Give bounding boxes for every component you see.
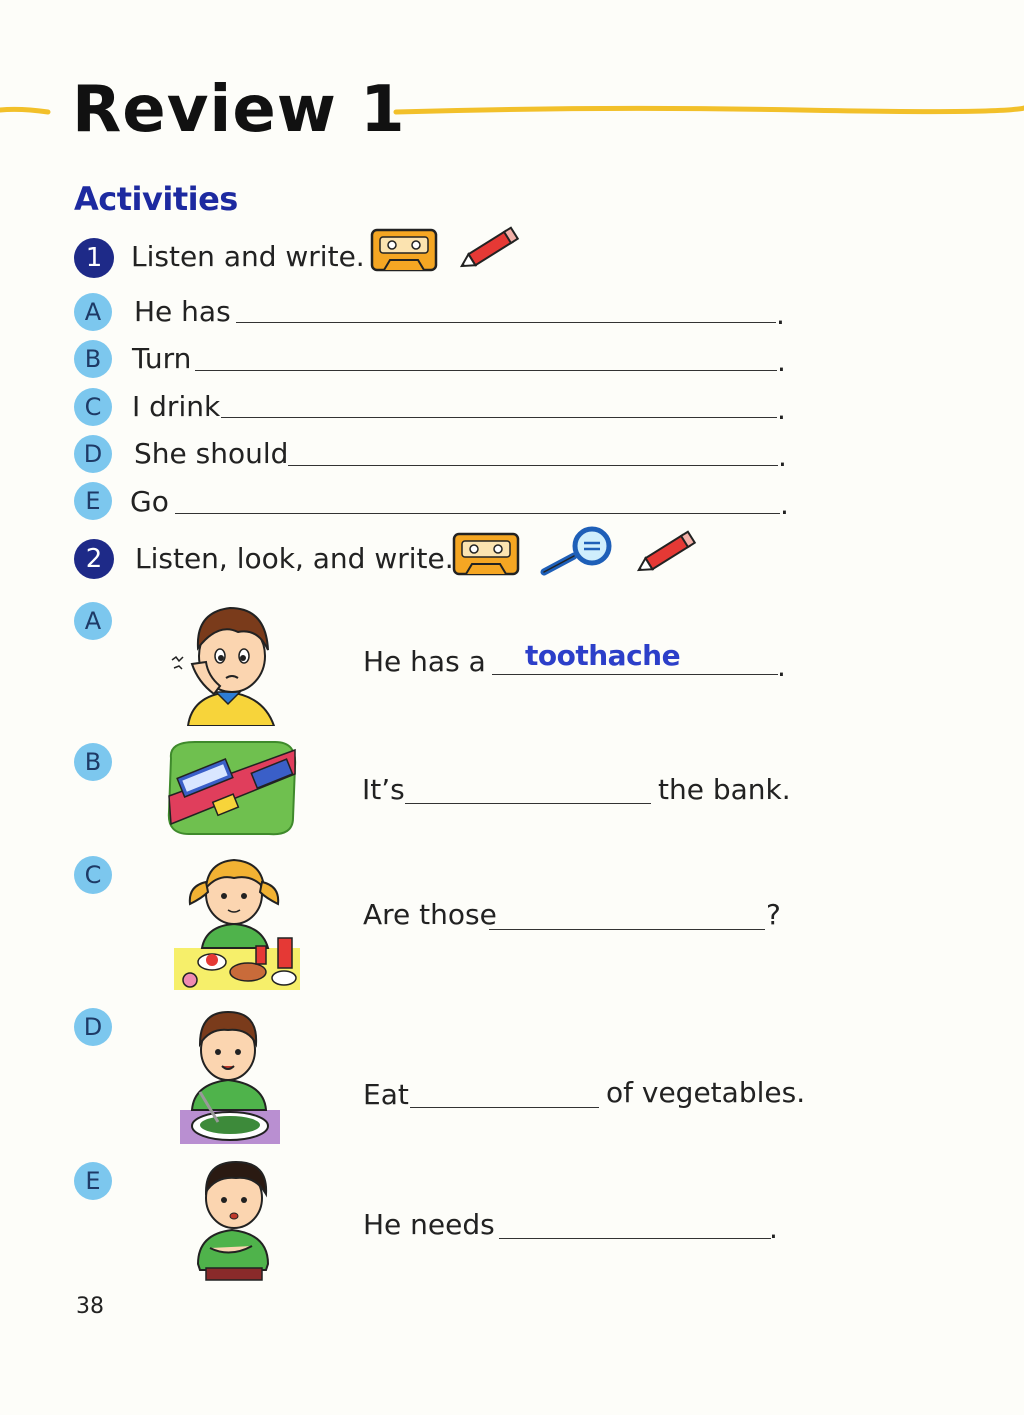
item-2c-letter: C xyxy=(74,856,112,894)
item-2a-prefix: He has a xyxy=(363,645,486,678)
item-1e-suffix: . xyxy=(780,488,789,521)
item-2b-suffix: the bank. xyxy=(658,773,791,806)
item-2e-prefix: He needs xyxy=(363,1208,495,1241)
pencil-icon xyxy=(455,226,525,272)
item-2a-suffix: . xyxy=(777,650,786,683)
activity-1-number: 1 xyxy=(74,238,114,278)
item-2d-suffix: of vegetables. xyxy=(606,1076,806,1109)
activity-1-instruction: Listen and write. xyxy=(131,240,365,273)
item-1d-letter: D xyxy=(74,435,112,473)
section-heading: Activities xyxy=(74,180,238,218)
item-2d-letter: D xyxy=(74,1008,112,1046)
item-2a-answer: toothache xyxy=(525,639,681,672)
boy-vegetables-illustration xyxy=(178,1006,282,1146)
item-1c-letter: C xyxy=(74,388,112,426)
item-1d-blank[interactable] xyxy=(288,465,778,466)
girl-snacks-illustration xyxy=(172,852,302,992)
activity-2-number: 2 xyxy=(74,539,114,579)
item-1e-letter: E xyxy=(74,482,112,520)
item-2d-blank[interactable] xyxy=(410,1107,599,1108)
item-1b-blank[interactable] xyxy=(195,370,777,371)
item-2e-letter: E xyxy=(74,1162,112,1200)
item-2d-prefix: Eat xyxy=(363,1078,409,1111)
page-number: 38 xyxy=(76,1294,104,1319)
item-2c-blank[interactable] xyxy=(489,929,765,930)
street-map-illustration xyxy=(165,738,299,838)
item-2a-blank[interactable] xyxy=(492,674,778,675)
item-2c-prefix: Are those xyxy=(363,898,497,931)
item-1a-suffix: . xyxy=(776,298,785,331)
cassette-icon xyxy=(452,532,520,576)
item-1e-blank[interactable] xyxy=(175,513,780,514)
magnifier-icon xyxy=(538,526,618,578)
cassette-icon xyxy=(370,228,438,272)
item-2e-suffix: . xyxy=(769,1212,778,1245)
item-1c-blank[interactable] xyxy=(221,417,777,418)
item-1a-prefix: He has xyxy=(134,295,231,328)
pencil-icon xyxy=(632,530,702,576)
item-1a-letter: A xyxy=(74,293,112,331)
item-2a-letter: A xyxy=(74,602,112,640)
item-2b-prefix: It’s xyxy=(362,773,405,806)
page-title: Review 1 xyxy=(72,73,406,147)
item-1b-letter: B xyxy=(74,340,112,378)
item-2c-suffix: ? xyxy=(766,898,781,931)
activity-2-instruction: Listen, look, and write. xyxy=(135,542,454,575)
item-1a-blank[interactable] xyxy=(236,322,776,323)
item-2b-blank[interactable] xyxy=(405,803,651,804)
item-2e-blank[interactable] xyxy=(499,1238,771,1239)
boy-toothache-illustration xyxy=(168,598,288,726)
item-1b-prefix: Turn xyxy=(132,342,192,375)
item-1d-prefix: She should xyxy=(134,437,289,470)
item-1d-suffix: . xyxy=(778,440,787,473)
item-2b-letter: B xyxy=(74,743,112,781)
boy-stomach-illustration xyxy=(186,1158,282,1282)
item-1e-prefix: Go xyxy=(130,485,169,518)
item-1c-suffix: . xyxy=(777,393,786,426)
item-1c-prefix: I drink xyxy=(132,390,221,423)
item-1b-suffix: . xyxy=(777,345,786,378)
